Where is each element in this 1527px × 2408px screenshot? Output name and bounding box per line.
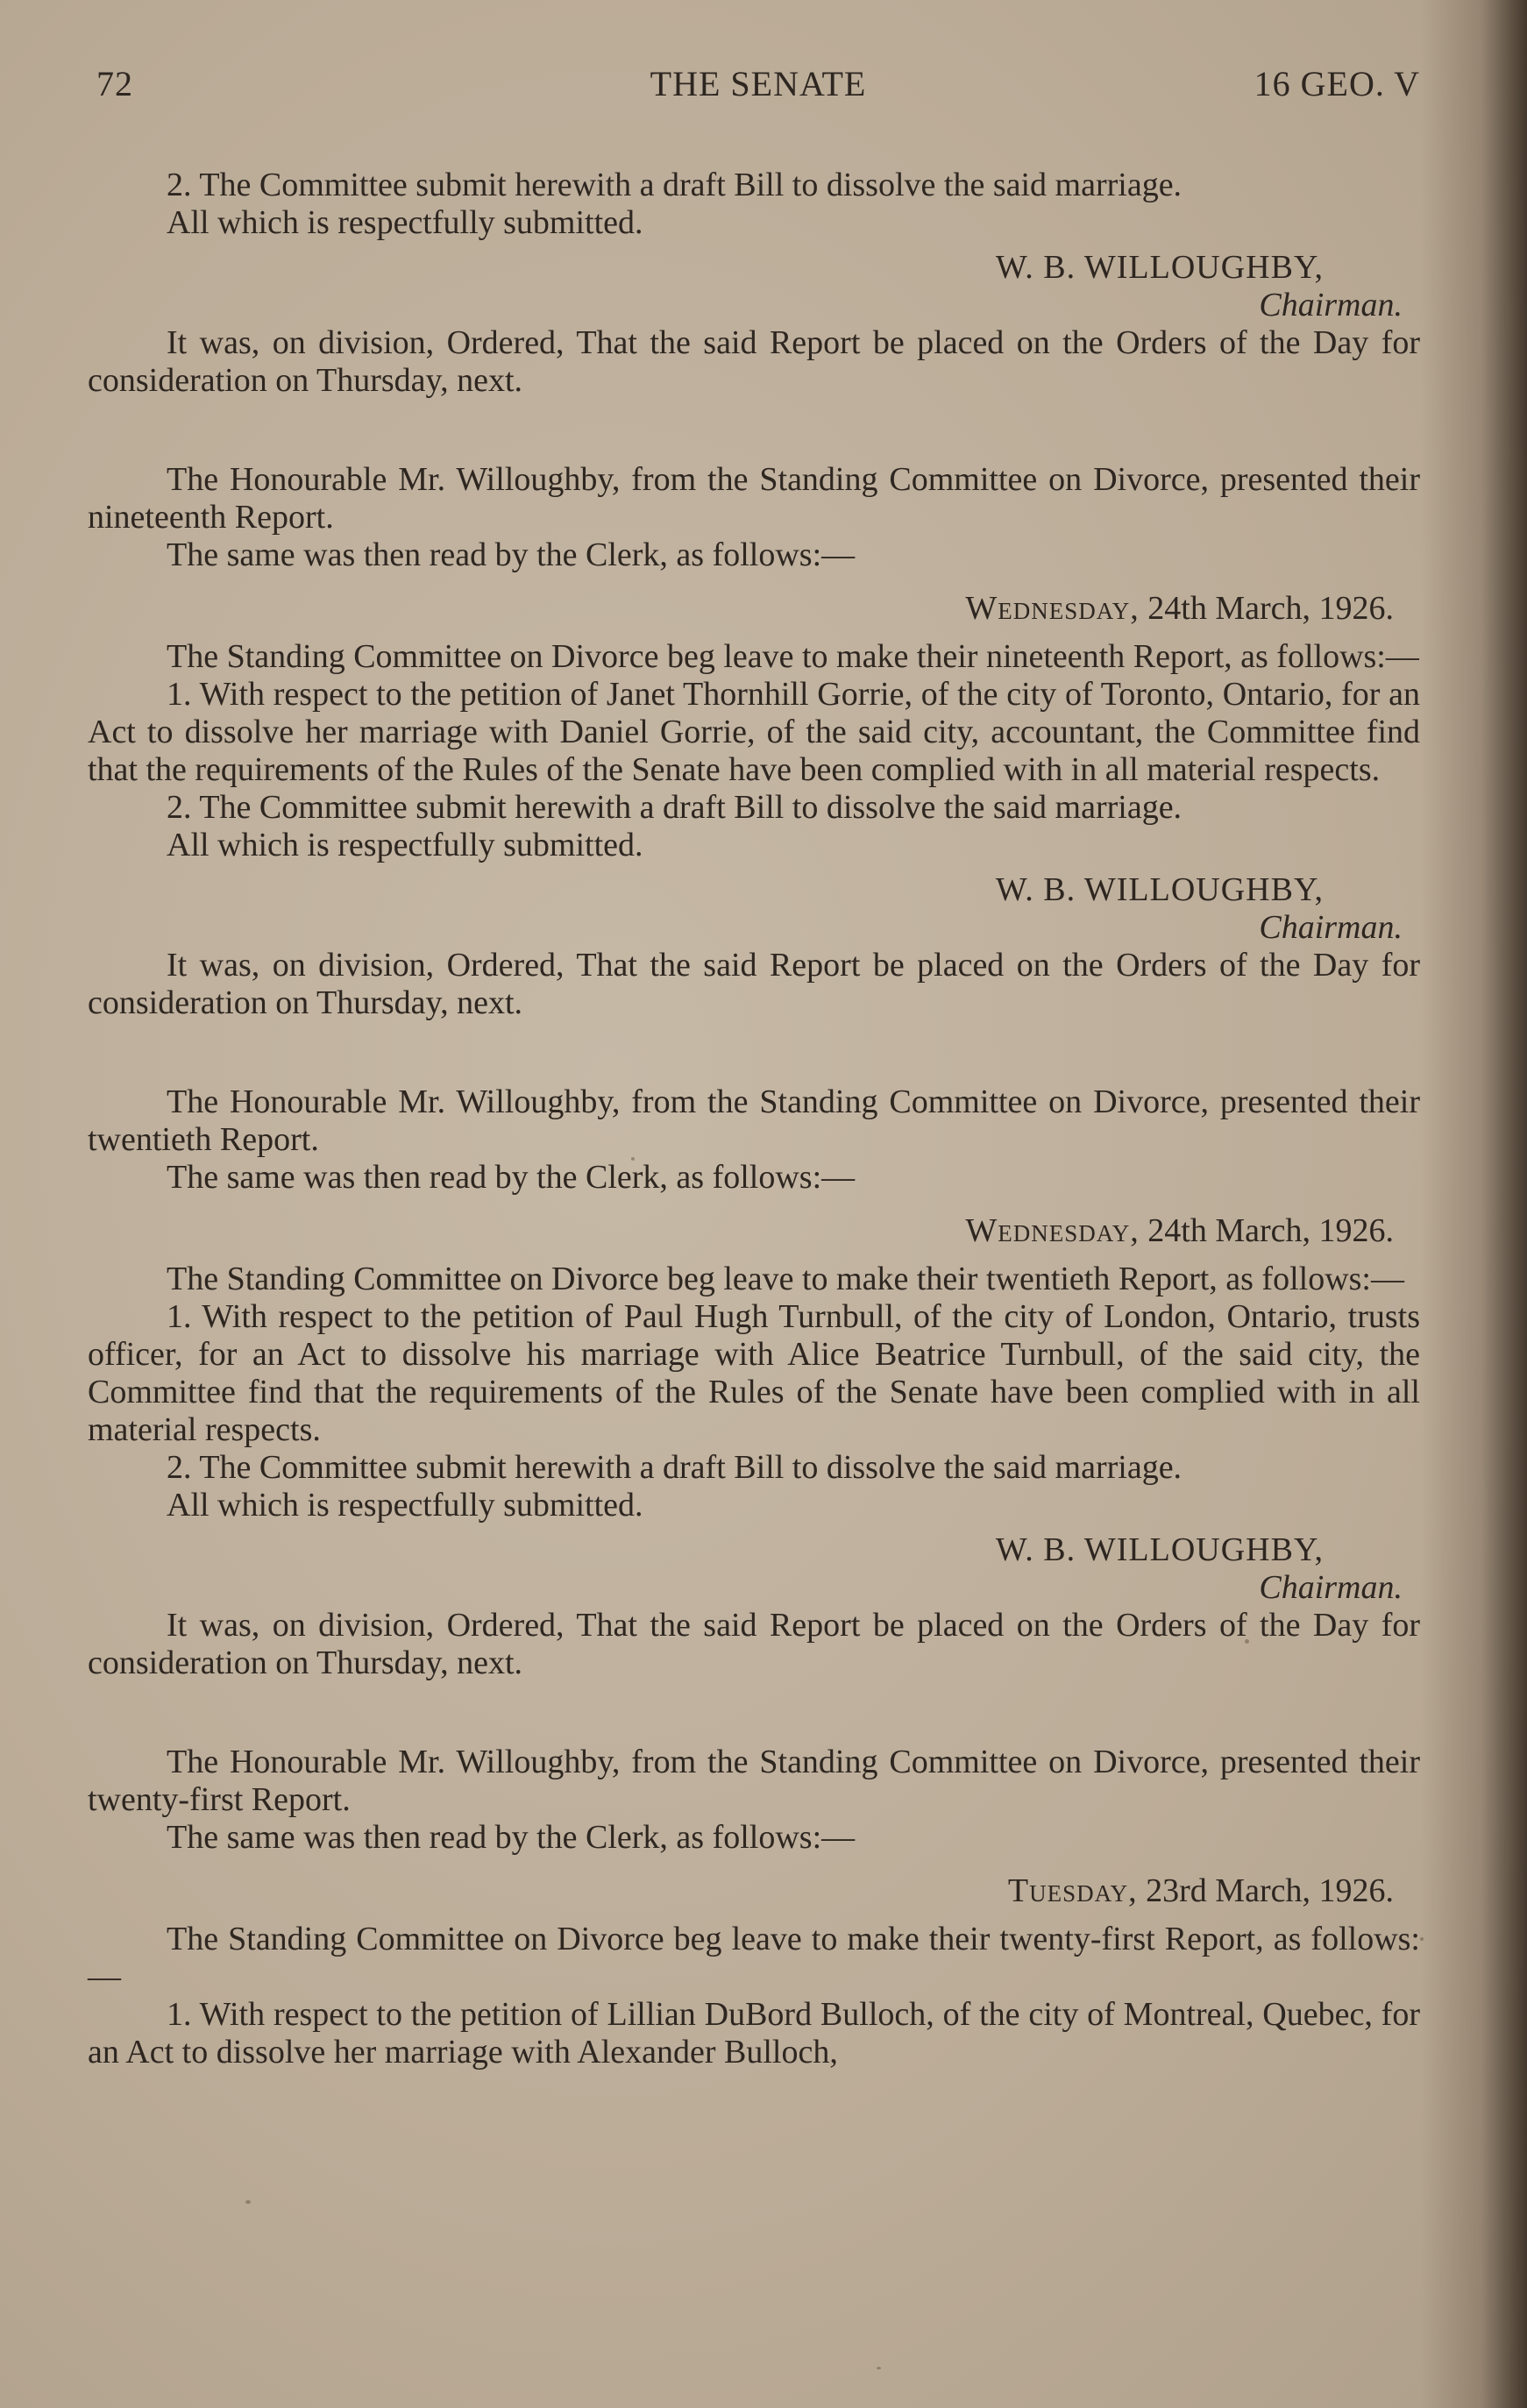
report-intro: The Standing Committee on Divorce beg leave to make their twenty-first Report, as follows:— [88,1921,1420,1995]
report-date [88,590,1420,628]
previous-report-continuation [88,167,1420,400]
report-item-1: 1. With respect to the petition of Paul Hugh Turnbull, of the city of London, Ontario, trusts officer, for an Act to dissolve his marriage with Alice Beatrice Turnbull, of the said city, the Committee find that the requirements of the Rules of the Senate have been complied with in all material respects. [88,1298,1420,1448]
signature-title: Chairman. [1259,909,1403,946]
order-paragraph: It was, on division, Ordered, That the said Report be placed on the Orders of the Day for consideration on Thursday, next. [88,1607,1420,1681]
report-date-rest: 24th March, 1926. [1147,590,1394,627]
signature-title: Chairman. [1259,1569,1403,1606]
twentieth-report [88,1083,1420,1682]
report-date-rest: 24th March, 1926. [1147,1212,1394,1249]
submitted-line: All which is respectfully submitted. [167,204,643,241]
report-item-2: 2. The Committee submit herewith a draft Bill to dissolve the said marriage. [167,167,1183,203]
report-item-2: 2. The Committee submit herewith a draft Bill to dissolve the said marriage. [167,789,1183,826]
report-date-day: Wednesday, [965,1212,1140,1249]
presented-paragraph: The Honourable Mr. Willoughby, from the Standing Committee on Divorce, presented their twentieth Report. [88,1083,1420,1158]
read-line: The same was then read by the Clerk, as follows:— [167,1819,856,1856]
report-date [88,1212,1420,1250]
report-item-1: 1. With respect to the petition of Janet Thornhill Gorrie, of the city of Toronto, Ontario, for an Act to dissolve her marriage with Daniel Gorrie, of the said city, accountant, the Committee find that the requirements of the Rules of the Senate have been complied with in all material respects. [88,676,1420,788]
presented-paragraph: The Honourable Mr. Willoughby, from the Standing Committee on Divorce, presented their twenty-first Report. [88,1744,1420,1818]
report-date-day: Wednesday, [965,590,1140,627]
report-date-rest: 23rd March, 1926. [1146,1872,1394,1909]
body-text [88,167,1420,2071]
signature-name: W. B. WILLOUGHBY, [995,871,1324,908]
submitted-line: All which is respectfully submitted. [167,1487,643,1524]
read-line: The same was then read by the Clerk, as follows:— [167,536,856,573]
signature-name: W. B. WILLOUGHBY, [995,1531,1324,1568]
submitted-line: All which is respectfully submitted. [167,827,643,863]
read-line: The same was then read by the Clerk, as follows:— [167,1159,856,1196]
page-title: THE SENATE [650,64,867,103]
report-item-2: 2. The Committee submit herewith a draft Bill to dissolve the said marriage. [167,1449,1183,1486]
page-number: 72 [96,64,133,103]
session-label: 16 GEO. V [1254,64,1420,103]
report-date [88,1872,1420,1910]
presented-paragraph: The Honourable Mr. Willoughby, from the Standing Committee on Divorce, presented their nineteenth Report. [88,461,1420,536]
report-date-day: Tuesday, [1007,1872,1138,1909]
signature-name: W. B. WILLOUGHBY, [995,249,1324,286]
signature-title: Chairman. [1259,287,1403,323]
report-item-1: 1. With respect to the petition of Lillian DuBord Bulloch, of the city of Montreal, Quebec, for an Act to dissolve her marriage with Alexander Bulloch, [88,1996,1420,2071]
twenty-first-report [88,1744,1420,2071]
nineteenth-report [88,461,1420,1022]
report-intro: The Standing Committee on Divorce beg leave to make their nineteenth Report, as follows:— [167,638,1419,675]
order-paragraph: It was, on division, Ordered, That the said Report be placed on the Orders of the Day for consideration on Thursday, next. [88,324,1420,399]
order-paragraph: It was, on division, Ordered, That the said Report be placed on the Orders of the Day for consideration on Thursday, next. [88,947,1420,1021]
report-intro: The Standing Committee on Divorce beg leave to make their twentieth Report, as follows:— [167,1261,1404,1297]
running-head [96,63,1420,116]
